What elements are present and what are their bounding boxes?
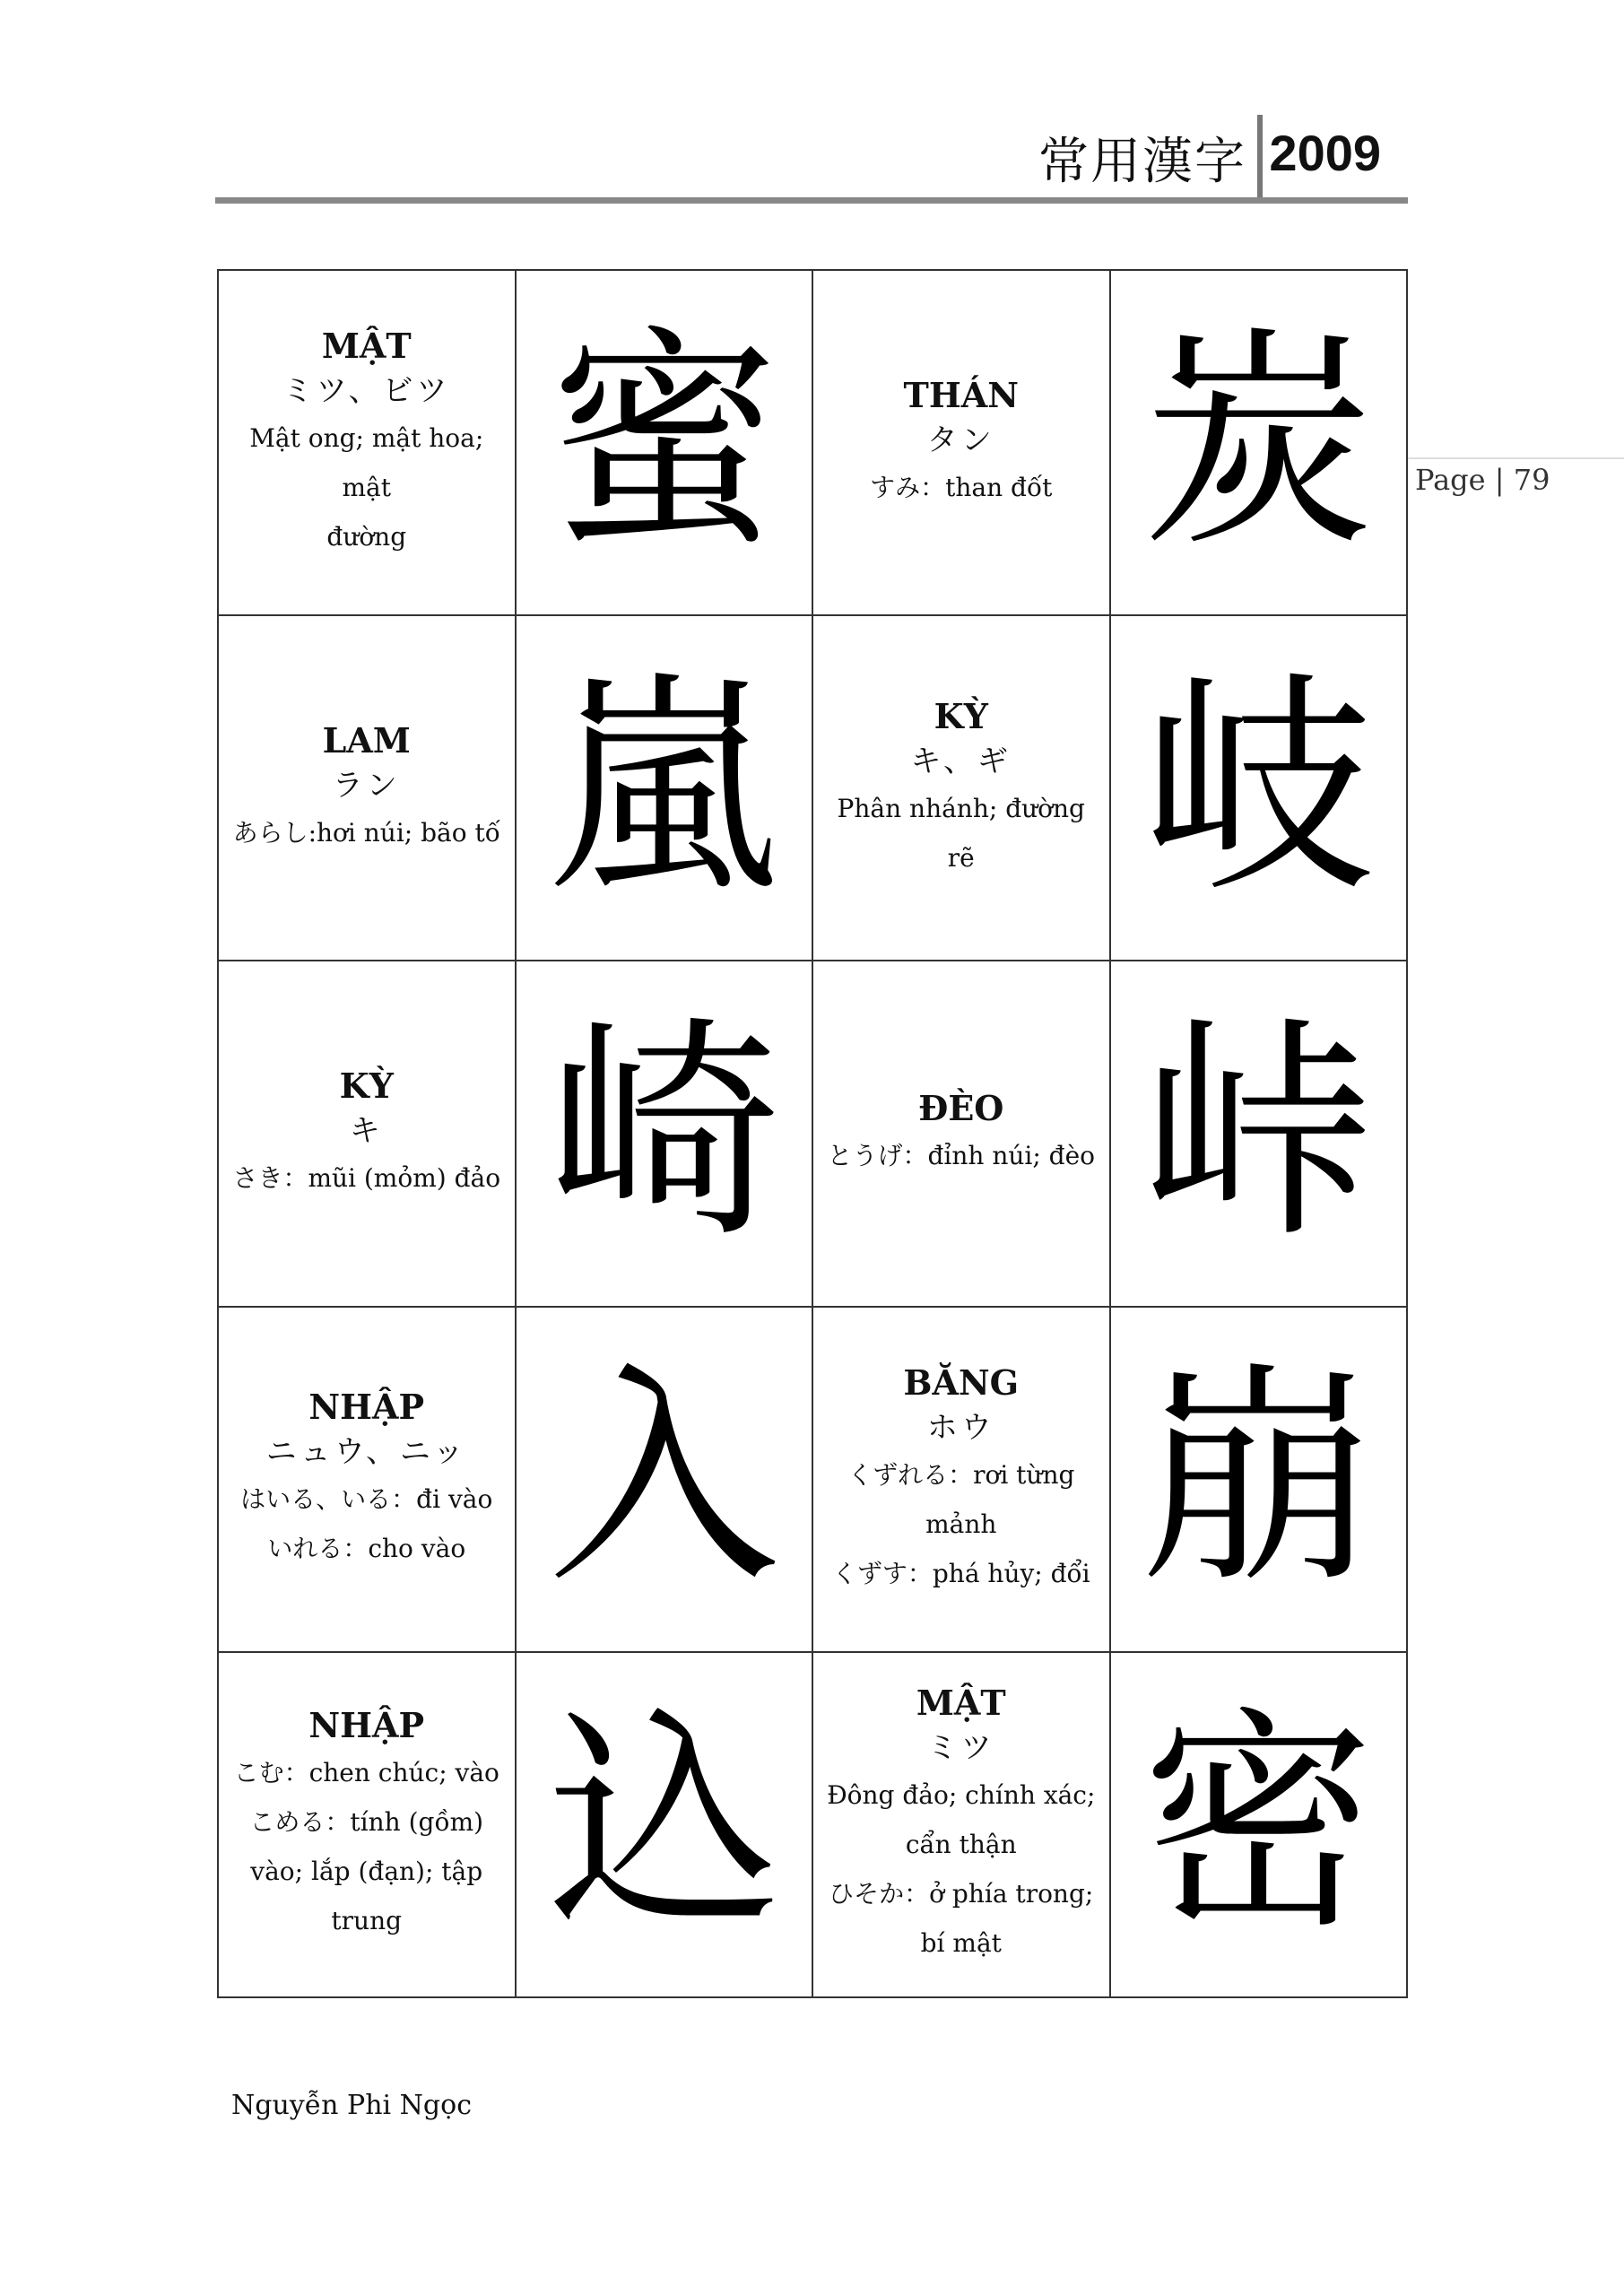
- entry-definition-line: すみ：than đốt: [870, 473, 1053, 503]
- kanji-character: 岐: [1142, 652, 1376, 924]
- kanji-character: 込: [547, 1689, 781, 1961]
- entry-definition-line: vào; lắp (đạn); tập: [250, 1857, 483, 1887]
- footer-author: Nguyễn Phi Ngọc: [231, 2090, 472, 2121]
- kanji-character: 峠: [1142, 997, 1376, 1269]
- header-divider: [1257, 115, 1263, 197]
- entry-definition-line: あらし:hơi núi; bão tố: [232, 818, 500, 848]
- kanji-cell: [517, 271, 814, 616]
- kanji-character: 蜜: [547, 307, 781, 578]
- kanji-cell: [1111, 1308, 1409, 1653]
- entry-definition-line: mảnh: [925, 1509, 997, 1539]
- entry-term: THÁN: [903, 375, 1019, 416]
- kanji-character: 嵐: [547, 652, 781, 924]
- page-number-value: 79: [1513, 463, 1550, 497]
- entry-onyomi: ミツ、ビツ: [282, 373, 451, 410]
- entry-definition-line: cẩn thận: [905, 1830, 1017, 1860]
- entry-onyomi: タン: [926, 422, 995, 459]
- entry-info: [813, 616, 1111, 961]
- entry-term: KỲ: [934, 695, 988, 736]
- kanji-character: 入: [547, 1344, 781, 1615]
- kanji-grid: [217, 269, 1408, 1998]
- header-title: 常用漢字: [1038, 133, 1246, 191]
- entry-info: [219, 1308, 517, 1653]
- entry-info: [813, 1653, 1111, 1998]
- entry-term: KỲ: [339, 1065, 394, 1107]
- kanji-cell: [517, 1308, 814, 1653]
- kanji-character: 崩: [1142, 1344, 1376, 1615]
- entry-info: [813, 961, 1111, 1307]
- entry-definition-line: とうげ：đỉnh núi; đèo: [827, 1141, 1096, 1171]
- header-year: 2009: [1269, 125, 1381, 181]
- entry-info: [219, 1653, 517, 1998]
- entry-info: [813, 271, 1111, 616]
- entry-onyomi: ラン: [332, 768, 401, 804]
- entry-definition-line: đường: [326, 522, 407, 552]
- entry-term: MẬT: [321, 326, 412, 367]
- entry-term: NHẬP: [308, 1387, 425, 1428]
- kanji-cell: [1111, 1653, 1409, 1998]
- entry-definition-line: いれる：cho vào: [267, 1534, 466, 1564]
- entry-info: [813, 1308, 1111, 1653]
- entry-onyomi: キ、ギ: [910, 743, 1012, 779]
- entry-term: LAM: [322, 720, 411, 761]
- kanji-cell: [517, 616, 814, 961]
- entry-onyomi: ニュウ、ニッ: [265, 1434, 467, 1471]
- entry-definition-line: くずす：phá hủy; đổi: [831, 1558, 1090, 1588]
- entry-definition-line: こめる：tính (gồm): [249, 1807, 484, 1838]
- entry-term: MẬT: [916, 1683, 1006, 1724]
- header-rule: [215, 197, 1408, 204]
- entry-onyomi: ミツ: [926, 1730, 995, 1767]
- entry-info: [219, 961, 517, 1307]
- page-label: Page: [1415, 463, 1486, 497]
- entry-definition-line: こむ：chen chúc; vào: [233, 1758, 499, 1788]
- entry-definition-line: Phân nhánh; đường rẽ: [837, 793, 1085, 873]
- page-header: [215, 115, 1408, 204]
- entry-info: [219, 271, 517, 616]
- entry-term: ĐÈO: [918, 1088, 1004, 1129]
- kanji-cell: [517, 1653, 814, 1998]
- kanji-cell: [1111, 961, 1409, 1307]
- entry-definition-line: はいる、いる：đi vào: [240, 1484, 493, 1515]
- entry-onyomi: キ: [349, 1113, 384, 1150]
- entry-definition-line: Đông đảo; chính xác;: [827, 1780, 1096, 1811]
- entry-definition-line: bí mật: [920, 1928, 1002, 1959]
- page-number-rule: [1408, 457, 1624, 459]
- kanji-cell: [517, 961, 814, 1307]
- page-number: [1415, 463, 1550, 497]
- page-separator: |: [1494, 463, 1505, 497]
- entry-definition-line: くずれる：rơi từng: [847, 1459, 1075, 1490]
- kanji-cell: [1111, 616, 1409, 961]
- kanji-cell: [1111, 271, 1409, 616]
- entry-term: NHẬP: [308, 1705, 425, 1746]
- entry-definition-line: さき：mũi (mỏm) đảo: [232, 1163, 501, 1194]
- entry-info: [219, 616, 517, 961]
- entry-onyomi: ホウ: [926, 1409, 995, 1446]
- entry-definition-line: trung: [331, 1906, 403, 1936]
- kanji-character: 炭: [1142, 307, 1376, 578]
- entry-term: BĂNG: [903, 1361, 1020, 1403]
- entry-definition-line: Mật ong; mật hoa; mật: [249, 423, 484, 503]
- kanji-character: 密: [1142, 1689, 1376, 1961]
- kanji-character: 崎: [547, 997, 781, 1269]
- entry-definition-line: ひそか：ở phía trong;: [829, 1879, 1094, 1909]
